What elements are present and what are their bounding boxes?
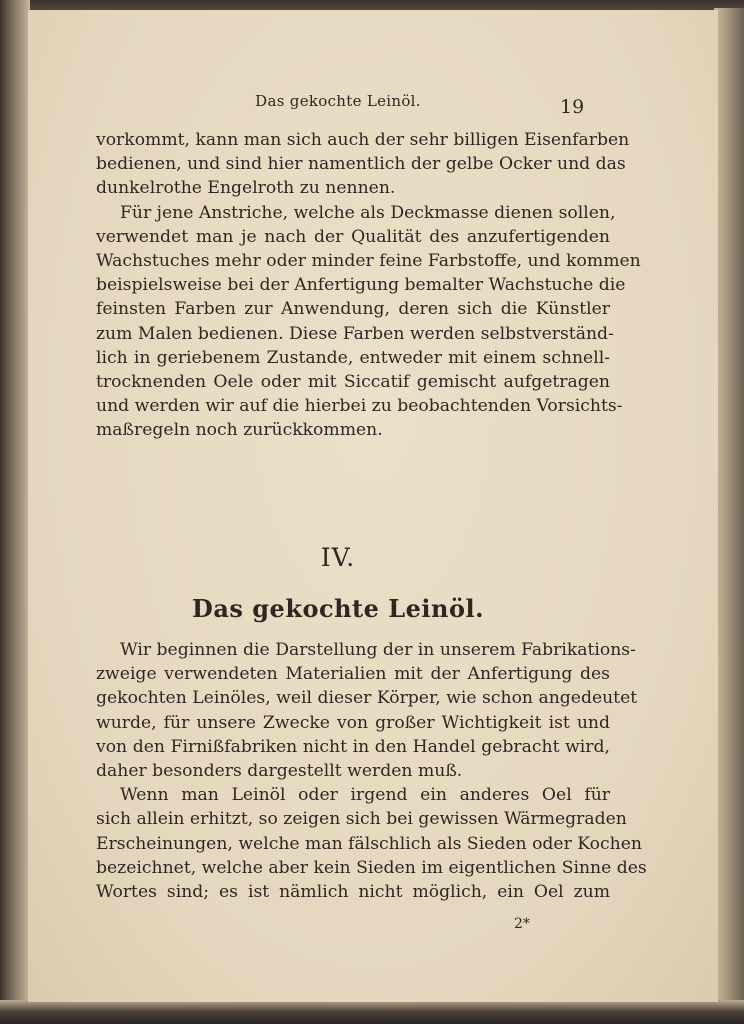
text-line: bezeichnet, welche aber kein Sieden im eigentlichen Sinne des	[96, 857, 647, 878]
text-line: wurde, für unsere Zwecke von großer Wichtigkeit ist und	[96, 712, 610, 733]
text-line: zweige verwendeten Materialien mit der Anfertigung des	[96, 664, 610, 685]
book-right-edge	[714, 8, 744, 1008]
paragraph	[96, 783, 647, 904]
text-line: zum Malen bedienen. Diese Farben werden selbstverständ-	[96, 323, 614, 344]
text-line: sich allein erhitzt, so zeigen sich bei gewissen Wärmegraden	[96, 809, 627, 830]
paragraph	[96, 201, 641, 443]
text-line: feinsten Farben zur Anwendung, deren sich die Künstler	[96, 299, 610, 320]
text-line: vorkommt, kann man sich auch der sehr billigen Eisenfarben	[96, 130, 630, 150]
paragraph	[96, 128, 630, 201]
text-line: daher besonders dargestellt werden muß.	[96, 760, 463, 781]
running-title: Das gekochte Leinöl.	[255, 92, 421, 110]
text-line: Wachstuches mehr oder minder feine Farbstoffe, und kommen	[96, 250, 641, 271]
text-line: von den Firnißfabriken nicht in den Handel gebracht wird,	[96, 736, 610, 757]
text-line: beispielsweise bei der Anfertigung bemalter Wachstuche die	[96, 275, 626, 296]
text-line: lich in geriebenem Zustande, entweder mit einem schnell-	[96, 347, 610, 368]
text-line: Wortes sind; es ist nämlich nicht möglich, ein Oel zum	[96, 881, 610, 902]
text-line: gekochten Leinöles, weil dieser Körper, wie schon angedeutet	[96, 688, 638, 709]
text-block-bottom	[96, 638, 647, 904]
text-line: verwendet man je nach der Qualität des anzufertigenden	[96, 226, 610, 247]
signature-mark: 2*	[514, 916, 530, 932]
text-line: und werden wir auf die hierbei zu beobachtenden Vorsichts-	[96, 396, 623, 417]
text-block-top	[96, 128, 641, 442]
text-line: maßregeln noch zurückkommen.	[96, 420, 383, 441]
chapter-title: Das gekochte Leinöl.	[192, 594, 484, 623]
text-line: Erscheinungen, welche man fälschlich als Sieden oder Kochen	[96, 833, 642, 854]
book-page	[28, 10, 718, 1002]
text-line: dunkelrothe Engelroth zu nennen.	[96, 178, 396, 199]
text-line: Für jene Anstriche, welche als Deckmasse dienen sollen,	[120, 202, 616, 223]
text-line: trocknenden Oele oder mit Siccatif gemischt aufgetragen	[96, 371, 610, 392]
text-line: Wir beginnen die Darstellung der in unserem Fabrikations-	[120, 640, 636, 660]
page-number: 19	[560, 96, 585, 118]
paragraph	[96, 638, 638, 783]
text-line: bedienen, und sind hier namentlich der gelbe Ocker und das	[96, 154, 626, 175]
chapter-number: IV.	[320, 543, 356, 572]
book-left-edge	[0, 0, 30, 1024]
text-line: Wenn man Leinöl oder irgend ein anderes Oel für	[120, 785, 610, 806]
book-bottom-edge	[0, 1000, 744, 1024]
